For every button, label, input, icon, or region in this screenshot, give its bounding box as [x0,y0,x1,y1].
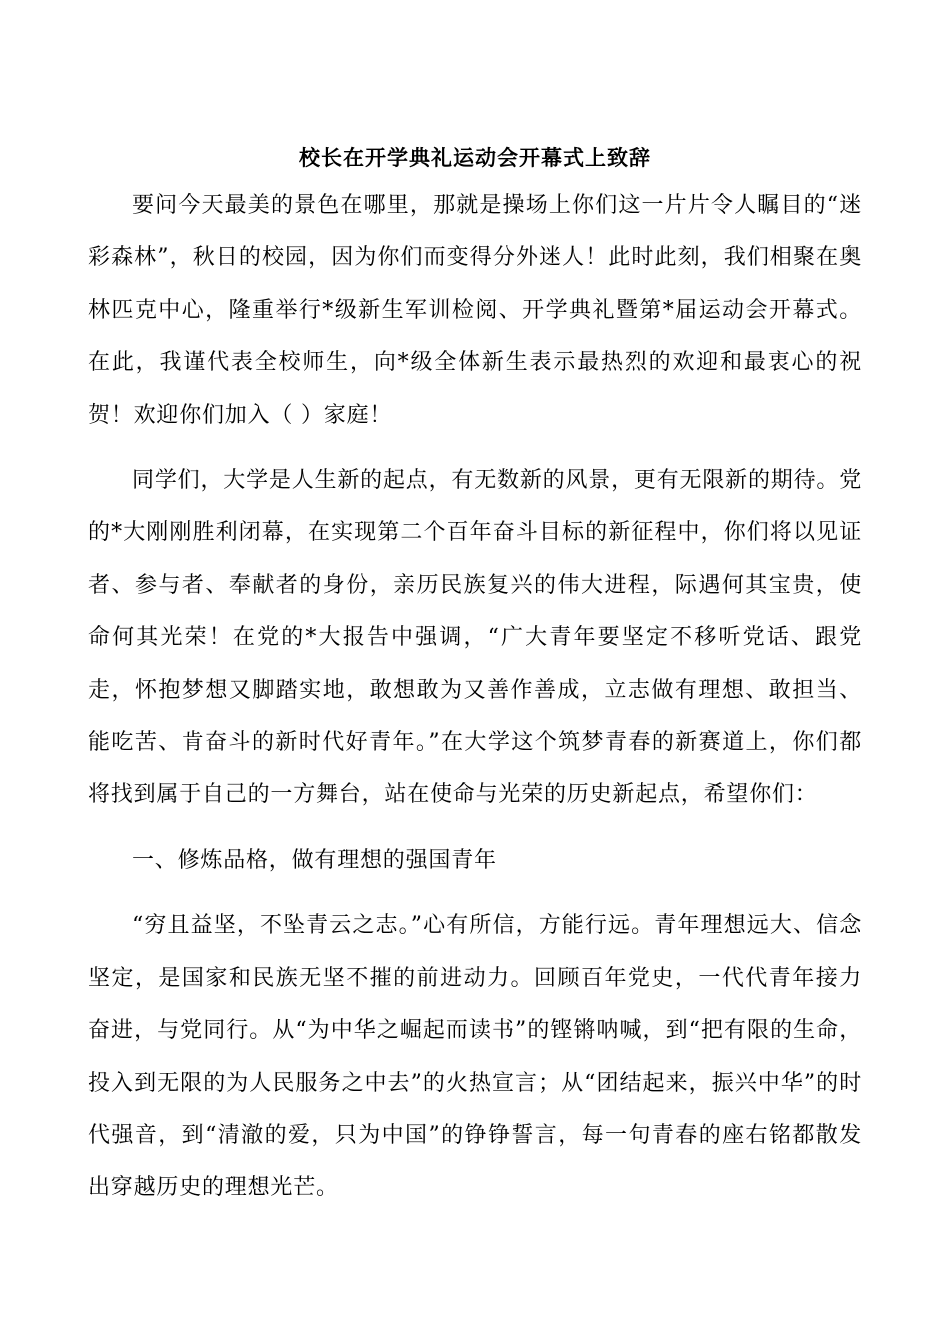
section-heading: 一、修炼品格，做有理想的强国青年 [132,847,497,873]
document-page [88,138,862,1228]
paragraph-welcome: 要问今天最美的景色在哪里，那就是操场上你们这一片片令人瞩目的“迷彩森林”，秋日的校园，因为你们而变得分外迷人！此时此刻，我们相聚在奥林匹克中心，隆重举行*级新生军训检阅、开学典礼暨第*届运动会开幕式。在此，我谨代表全校师生，向*级全体新生表示最热烈的欢迎和最衷心的祝贺！欢迎你们加入（ ）家庭！ [88,193,862,428]
paragraph-ideals: “穷且益坚，不坠青云之志。”心有所信，方能行远。青年理想远大、信念坚定，是国家和民族无坚不摧的前进动力。回顾百年党史，一代代青年接力奋进，与党同行。从“为中华之崛起而读书”的铿锵呐喊，到“把有限的生命，投入到无限的为人民服务之中去”的火热宣言；从“团结起来，振兴中华”的时代强音，到“清澈的爱，只为中国”的铮铮誓言，每一句青春的座右铭都散发出穿越历史的理想光芒。 [88,913,862,1201]
paragraph-students: 同学们，大学是人生新的起点，有无数新的风景，更有无限新的期待。党的*大刚刚胜利闭幕，在实现第二个百年奋斗目标的新征程中，你们将以见证者、参与者、奉献者的身份，亲历民族复兴的伟大进程，际遇何其宝贵，使命何其光荣！在党的*大报告中强调，“广大青年要坚定不移听党话、跟党走，怀抱梦想又脚踏实地，敢想敢为又善作善成，立志做有理想、敢担当、能吃苦、肯奋斗的新时代好青年。”在大学这个筑梦青春的新赛道上，你们都将找到属于自己的一方舞台，站在使命与光荣的历史新起点，希望你们： [88,468,862,808]
document-title: 校长在开学典礼运动会开幕式上致辞 [299,145,651,170]
